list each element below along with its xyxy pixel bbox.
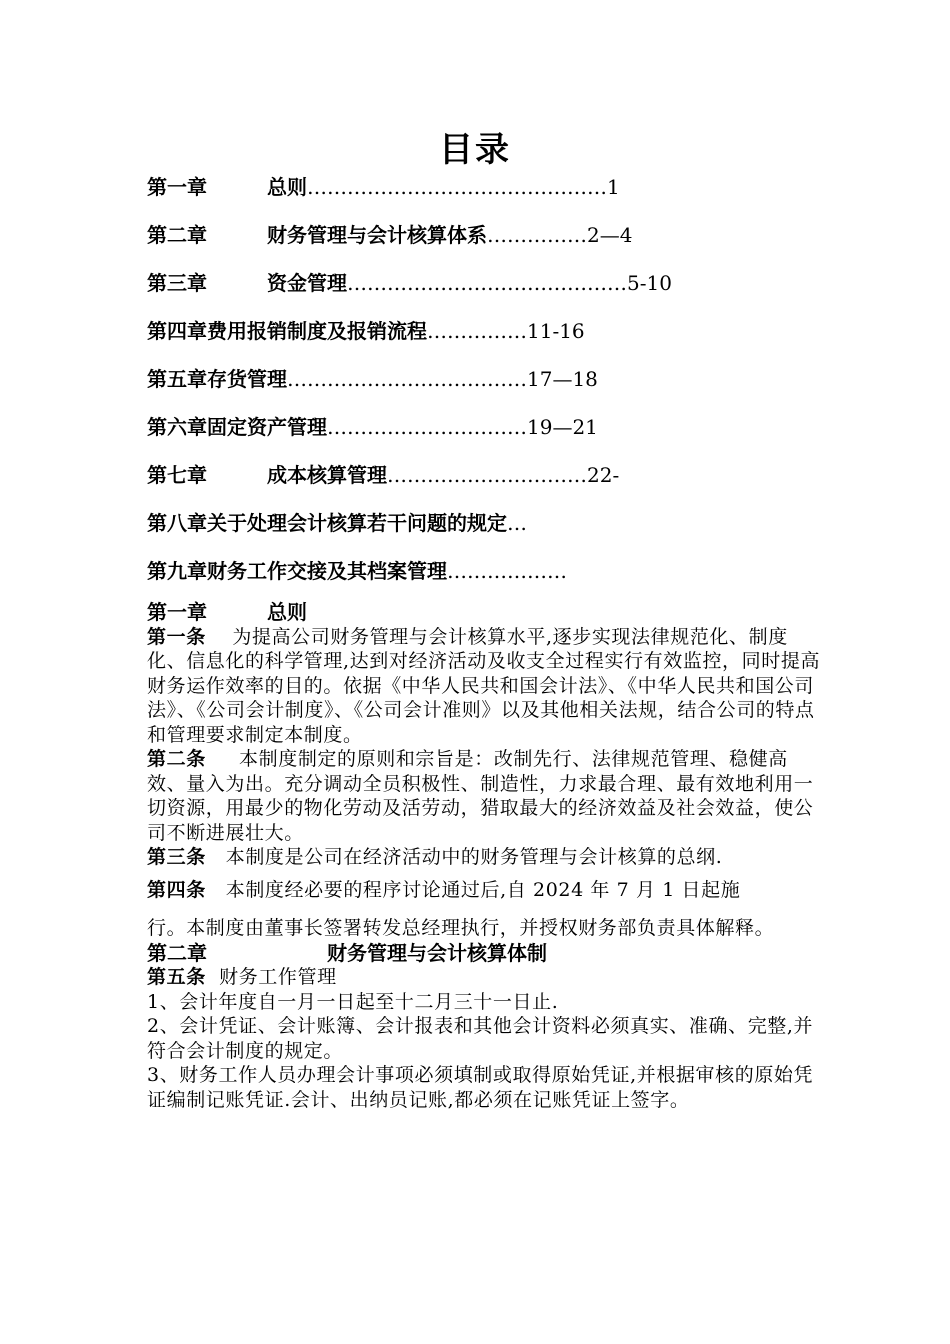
article-paragraph [147, 845, 827, 870]
toc-leader-dots: …………… [427, 319, 527, 343]
toc-chapter-title: 关于处理会计核算若干问题的规定 [207, 511, 507, 535]
toc-leader-dots: ………………………… [387, 463, 587, 487]
article-text: 为提高公司财务管理与会计核算水平,逐步实现法律规范化、制度化、信息化的科学管理,达到对经济活动及收支全过程实行有效监控，同时提高财务运作效率的目的。依据《中华人民共和国会计法》、《中华人民共和国公司法》、《公司会计制度》、《公司会计准则》以及其他相关法规，结合公司的特点和管理要求制定本制度。 [147, 625, 821, 746]
toc-entry [147, 266, 847, 314]
toc-leader-dots: ……………… [447, 559, 567, 583]
toc-page-range: 19—21 [527, 415, 598, 439]
article-text: 财务工作管理 [219, 966, 337, 988]
toc-leader-dots: ……………………………… [287, 367, 527, 391]
toc-chapter-number: 第八章 [147, 511, 207, 535]
toc-entry [147, 554, 847, 602]
toc-chapter-title: 固定资产管理 [207, 415, 327, 439]
toc-chapter-number: 第一章 [147, 175, 207, 199]
toc-page-range: 5-10 [627, 271, 672, 295]
list-item: 1、会计年度自一月一日起至十二月三十一日止. [147, 990, 559, 1013]
toc-entry [147, 410, 847, 458]
article-text: 本制度制定的原则和宗旨是：改制先行、法律规范管理、稳健高效、量入为出。充分调动全员积极性、制造性，力求最合理、最有效地利用一切资源，用最少的物化劳动及活劳动，猎取最大的经济效益及社会效益，使公司不断进展壮大。 [147, 748, 814, 844]
toc-chapter-number: 第四章 [147, 319, 207, 343]
list-item: 3、财务工作人员办理会计事项必须填制或取得原始凭证,并根据审核的原始凭证编制记账凭证.会计、出纳员记账,都必须在记账凭证上签字。 [147, 1064, 814, 1111]
toc-entry [147, 458, 847, 506]
toc-chapter-title: 资金管理 [267, 271, 347, 295]
toc-chapter-number: 第五章 [147, 367, 207, 391]
toc-page-range: 17—18 [527, 367, 598, 391]
article-text: 本制度是公司在经济活动中的财务管理与会计核算的总纲. [225, 846, 723, 868]
toc-page-range: 2—4 [587, 223, 633, 247]
toc-chapter-title: 成本核算管理 [267, 463, 387, 487]
toc-chapter-title: 存货管理 [207, 367, 287, 391]
toc-entry [147, 506, 847, 554]
toc-title: 目录 [439, 130, 511, 170]
toc-page-range: 1 [607, 175, 620, 199]
toc-chapter-number: 第九章 [147, 559, 207, 583]
chapter-number: 第二章 [147, 940, 207, 965]
article-label: 第一条 [147, 625, 206, 648]
article-paragraph [147, 878, 827, 903]
toc-leader-dots: …………………………………… [347, 271, 627, 295]
toc-chapter-number: 第六章 [147, 415, 207, 439]
article-label: 第五条 [147, 966, 206, 988]
article-label: 第三条 [147, 846, 206, 868]
toc-chapter-title: 总则 [267, 175, 307, 199]
toc-page-range: 11-16 [527, 319, 585, 343]
toc-chapter-number: 第二章 [147, 223, 207, 247]
article-text: 本制度经必要的程序讨论通过后,自 2024 年 7 月 1 日起施 [225, 878, 741, 901]
toc-entry [147, 362, 847, 410]
article-continuation: 行。本制度由董事长签署转发总经理执行，并授权财务部负责具体解释。 [147, 917, 775, 939]
article-label: 第二条 [147, 748, 206, 770]
toc-leader-dots: …………… [487, 223, 587, 247]
article-paragraph [147, 965, 827, 990]
toc-entry [147, 170, 847, 218]
toc-chapter-title: 财务工作交接及其档案管理 [207, 559, 447, 583]
toc-chapter-number: 第三章 [147, 271, 207, 295]
chapter-heading [147, 941, 827, 966]
toc-entry [147, 314, 847, 362]
chapter-title: 总则 [267, 600, 307, 624]
toc-leader-dots: … [507, 511, 527, 535]
article-paragraph [147, 747, 827, 845]
chapter-number: 第一章 [147, 600, 207, 624]
chapter-heading [147, 600, 827, 625]
toc-leader-dots: ………………………… [327, 415, 527, 439]
toc-chapter-title: 财务管理与会计核算体系 [267, 223, 487, 247]
toc-leader-dots: ……………………………………… [307, 175, 607, 199]
chapter-title: 财务管理与会计核算体制 [327, 940, 547, 965]
article-label: 第四条 [147, 878, 206, 901]
toc-page-range: 22- [587, 463, 620, 487]
document-body [147, 600, 827, 1112]
toc-chapter-title: 费用报销制度及报销流程 [207, 319, 427, 343]
table-of-contents [147, 170, 847, 602]
list-item: 2、会计凭证、会计账簿、会计报表和其他会计资料必须真实、准确、完整,并符合会计制度的规定。 [147, 1015, 814, 1062]
article-paragraph [147, 625, 827, 748]
toc-entry [147, 218, 847, 266]
toc-chapter-number: 第七章 [147, 463, 207, 487]
